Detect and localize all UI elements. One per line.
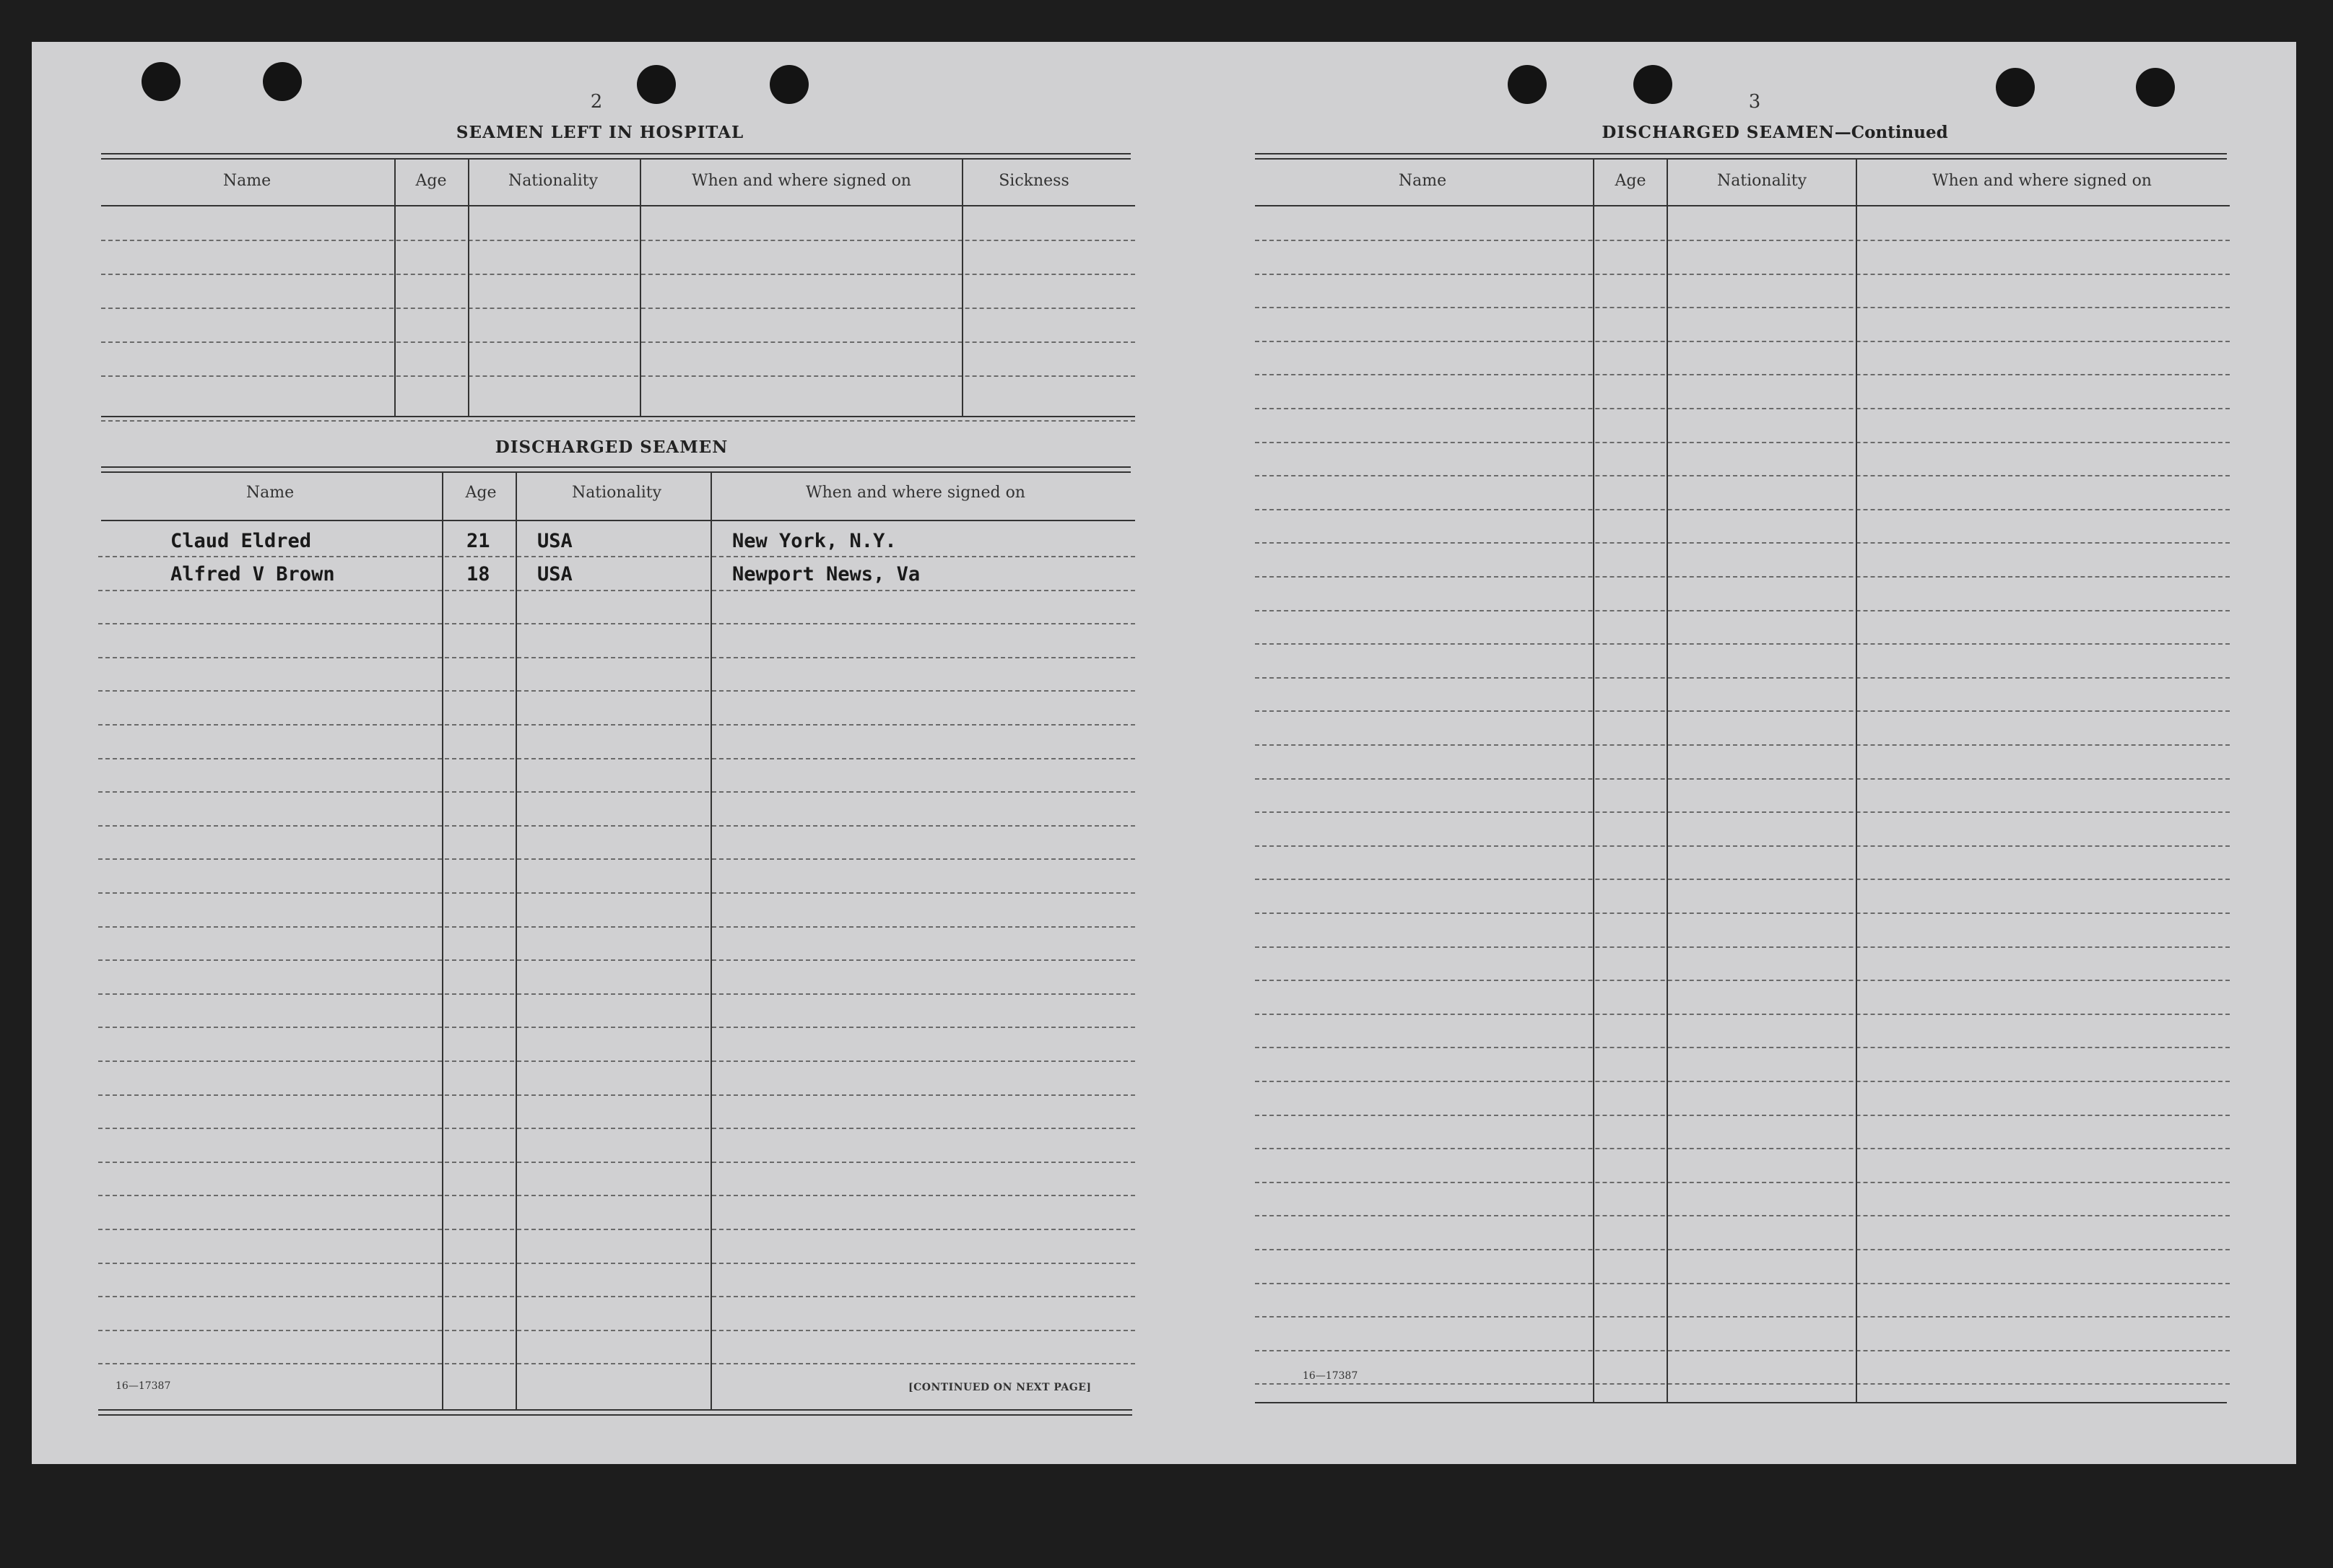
table-bottom-rule (1255, 1402, 2227, 1403)
ruled-line (98, 724, 1135, 726)
hospital-section-title: SEAMEN LEFT IN HOSPITAL (456, 123, 744, 142)
ruled-line (1255, 677, 2230, 679)
title-suffix: —Continued (1834, 123, 1948, 142)
ruled-line (98, 690, 1135, 692)
header-bottom-rule (101, 520, 1135, 521)
col-header-signed-on: When and where signed on (692, 172, 911, 190)
page-number: 2 (590, 91, 603, 113)
ruled-line (1255, 1115, 2230, 1116)
discharged-section-title: DISCHARGED SEAMEN (495, 437, 729, 457)
column-divider (516, 472, 517, 1409)
header-rule (101, 466, 1131, 473)
ruled-line (98, 825, 1135, 827)
table-bottom-rule (101, 416, 1135, 417)
form-number: 16—17387 (1303, 1370, 1358, 1382)
ruled-line (1255, 1182, 2230, 1183)
ruled-line (1255, 374, 2230, 375)
ruled-line (1255, 811, 2230, 813)
ruled-line (1255, 274, 2230, 275)
seaman-signed-on: Newport News, Va (732, 563, 921, 585)
ruled-line (98, 556, 1135, 557)
ruled-line (1255, 913, 2230, 914)
ruled-line (1255, 643, 2230, 645)
col-header-age: Age (1615, 172, 1646, 190)
seaman-nationality: USA (537, 530, 573, 552)
ruled-line (1255, 1081, 2230, 1082)
ruled-line (1255, 1215, 2230, 1216)
ruled-line (1255, 1383, 2230, 1385)
ruled-line (98, 590, 1135, 591)
col-header-nationality: Nationality (1716, 172, 1807, 190)
ruled-line (98, 993, 1135, 995)
column-divider (468, 159, 469, 416)
header-bottom-rule (101, 205, 1135, 206)
ruled-line (98, 1296, 1135, 1297)
header-rule (101, 153, 1131, 160)
col-header-age: Age (415, 172, 447, 190)
seaman-name: Alfred V Brown (170, 563, 335, 585)
page-number: 3 (1748, 91, 1761, 113)
seaman-nationality: USA (537, 563, 573, 585)
column-divider (962, 159, 963, 416)
ruled-line (98, 1263, 1135, 1264)
col-header-age: Age (465, 484, 497, 502)
ruled-line (1255, 980, 2230, 981)
ruled-line (1255, 240, 2230, 241)
ruled-line (98, 657, 1135, 658)
col-header-signed-on: When and where signed on (806, 484, 1025, 502)
ruled-line (98, 1128, 1135, 1129)
ruled-line (101, 375, 1135, 377)
ruled-line (1255, 542, 2230, 544)
ruled-line (98, 791, 1135, 793)
ruled-line (98, 623, 1135, 624)
seaman-age: 21 (466, 530, 490, 552)
ruled-line (1255, 610, 2230, 611)
ruled-line (98, 959, 1135, 961)
discharged-continued-title (1602, 123, 1947, 142)
ruled-line (98, 1229, 1135, 1230)
ruled-line (101, 274, 1135, 275)
col-header-name: Name (222, 172, 271, 190)
table-bottom-rule (98, 1409, 1132, 1416)
ruled-line (1255, 408, 2230, 409)
table-bottom-dotted (101, 420, 1135, 422)
ruled-line (1255, 1283, 2230, 1284)
ruled-line (1255, 1316, 2230, 1317)
seaman-signed-on: New York, N.Y. (732, 530, 897, 552)
ruled-line (1255, 307, 2230, 308)
form-number: 16—17387 (116, 1380, 171, 1392)
ruled-line (1255, 778, 2230, 780)
column-divider (442, 472, 443, 1409)
header-rule (1255, 153, 2227, 160)
ruled-line (1255, 1148, 2230, 1149)
ruled-line (1255, 341, 2230, 342)
document-sheet (32, 42, 2296, 1464)
ruled-line (101, 341, 1135, 343)
header-bottom-rule (1255, 205, 2230, 206)
ruled-line (1255, 1047, 2230, 1048)
ruled-line (98, 758, 1135, 759)
ruled-line (98, 1060, 1135, 1062)
col-header-nationality: Nationality (508, 172, 599, 190)
left-page (32, 42, 1158, 1464)
continued-note: [CONTINUED ON NEXT PAGE] (908, 1382, 1092, 1393)
title-main: DISCHARGED SEAMEN (1602, 123, 1835, 142)
ruled-line (98, 1195, 1135, 1196)
ruled-line (1255, 1249, 2230, 1250)
ruled-line (1255, 442, 2230, 443)
ruled-line (1255, 576, 2230, 578)
ruled-line (1255, 744, 2230, 746)
column-divider (711, 472, 712, 1409)
right-page (1158, 42, 2296, 1464)
ruled-line (1255, 946, 2230, 948)
seaman-age: 18 (466, 563, 490, 585)
column-divider (640, 159, 641, 416)
col-header-sickness: Sickness (999, 172, 1069, 190)
ruled-line (101, 240, 1135, 241)
ruled-line (1255, 1350, 2230, 1351)
col-header-name: Name (1398, 172, 1447, 190)
seaman-name: Claud Eldred (170, 530, 312, 552)
ruled-line (1255, 879, 2230, 880)
ruled-line (1255, 845, 2230, 847)
col-header-name: Name (246, 484, 295, 502)
ruled-line (98, 1094, 1135, 1096)
ruled-line (1255, 475, 2230, 476)
column-divider (394, 159, 396, 416)
ruled-line (98, 1330, 1135, 1331)
ruled-line (98, 1027, 1135, 1028)
column-divider (1667, 159, 1668, 1402)
column-divider (1856, 159, 1857, 1402)
ruled-line (98, 892, 1135, 894)
ruled-line (98, 858, 1135, 860)
ruled-line (1255, 1014, 2230, 1015)
col-header-signed-on: When and where signed on (1932, 172, 2152, 190)
ruled-line (1255, 509, 2230, 510)
column-divider (1593, 159, 1594, 1402)
ruled-line (1255, 710, 2230, 712)
ruled-line (98, 1162, 1135, 1163)
ruled-line (98, 926, 1135, 928)
col-header-nationality: Nationality (571, 484, 662, 502)
ruled-line (98, 1363, 1135, 1364)
ruled-line (101, 308, 1135, 309)
